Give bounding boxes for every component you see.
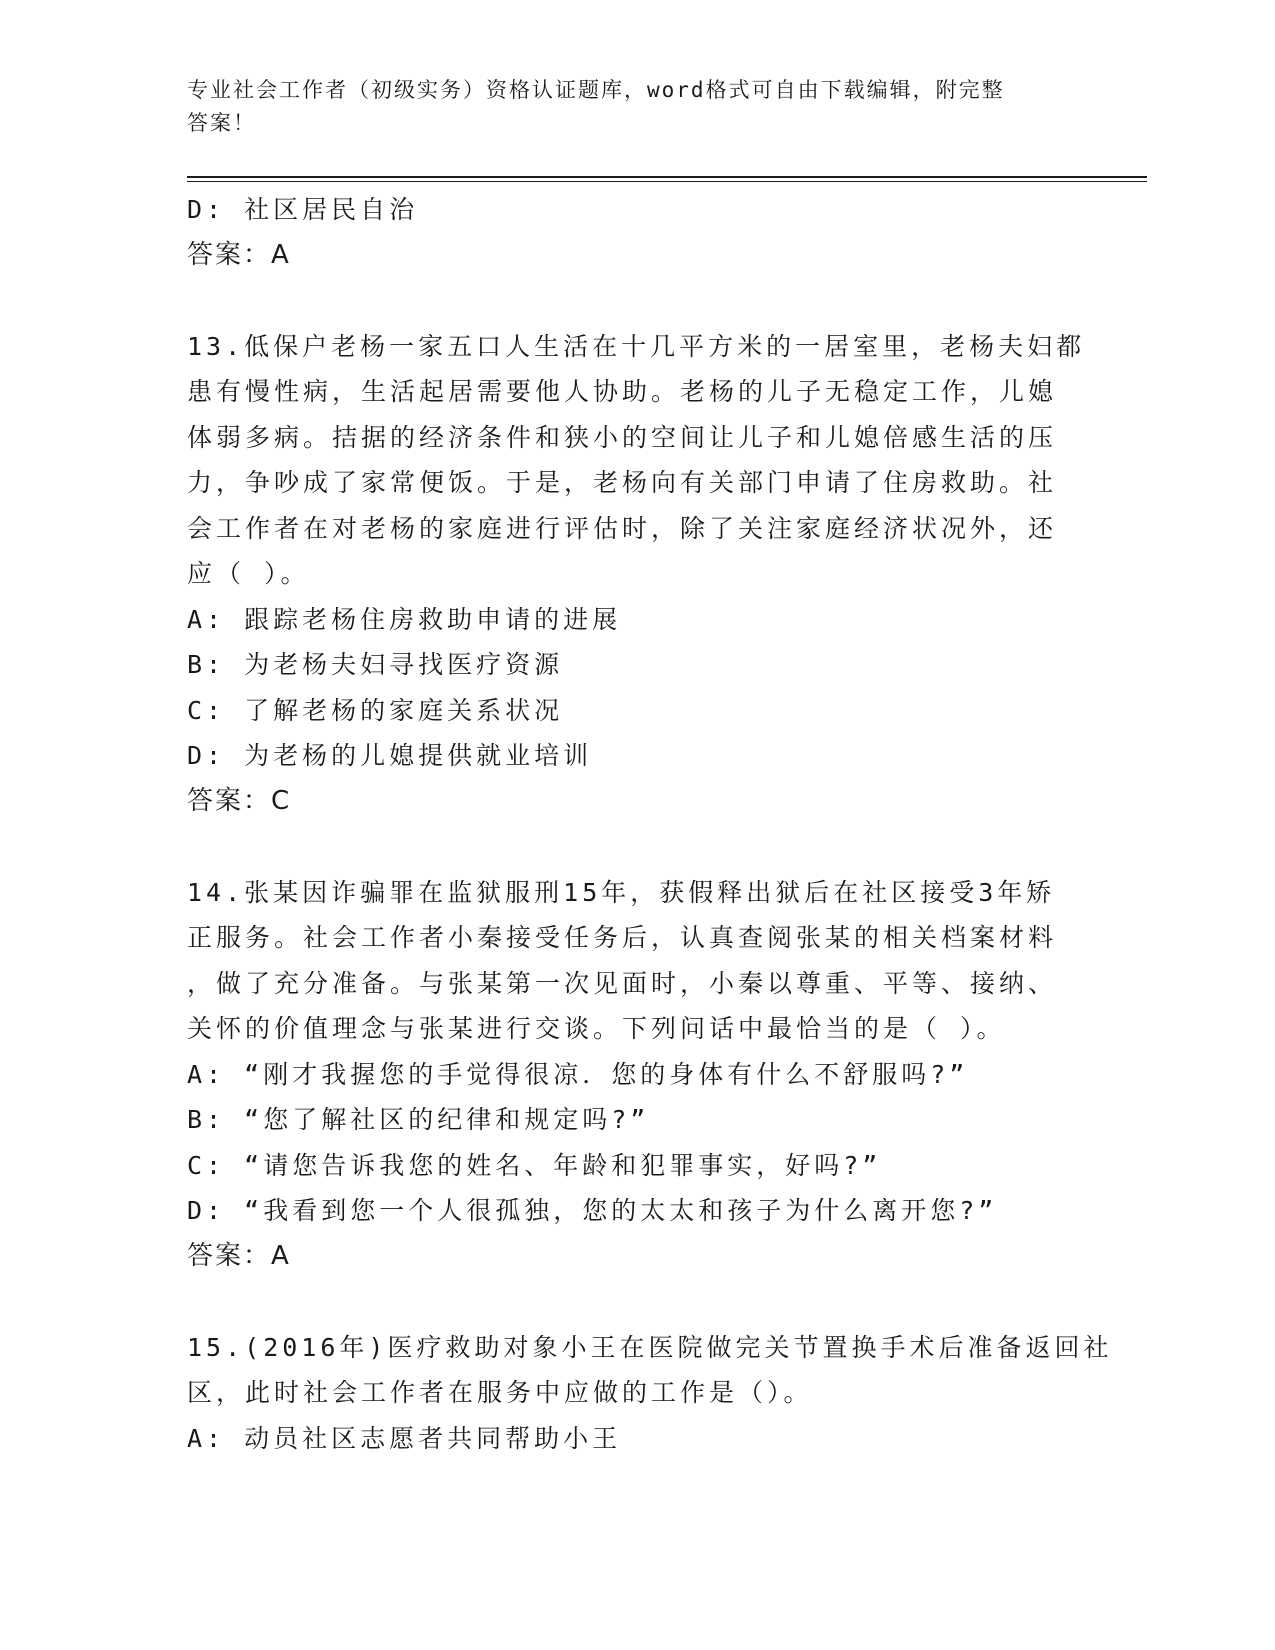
option-d: D: “我看到您一个人很孤独，您的太太和孩子为什么离开您?”: [187, 1196, 998, 1225]
option-d: D: 为老杨的儿媳提供就业培训: [187, 741, 593, 770]
question-stem-line: 15.(2016年)医疗救助对象小王在医院做完关节置换手术后准备返回社: [187, 1332, 1113, 1362]
question-stem-line: 体弱多病。拮据的经济条件和狭小的空间让儿子和儿媳倍感生活的压: [187, 422, 1058, 452]
answer-line: 答案：C: [187, 785, 292, 816]
question-stem-line: 13.低保户老杨一家五口人生活在十几平方米的一居室里，老杨夫妇都: [187, 331, 1086, 361]
header-line-2: 答案！: [187, 111, 256, 135]
question-content: [187, 187, 1113, 1461]
question-14: [187, 870, 1087, 1280]
question-stem-line: 患有慢性病，生活起居需要他人协助。老杨的儿子无稳定工作，儿媳: [187, 377, 1058, 406]
answer-line: 答案：A: [187, 1240, 291, 1271]
spacer: [187, 1279, 1087, 1325]
option-a: A: 跟踪老杨住房救助申请的进展: [187, 604, 622, 634]
header-line-1: 专业社会工作者（初级实务）资格认证题库，word格式可自由下载编辑，附完整: [187, 78, 1005, 102]
previous-question-tail: [187, 187, 1087, 278]
spacer: [187, 824, 1087, 870]
header-divider-thin: [187, 181, 1147, 182]
question-stem-line: 正服务。社会工作者小秦接受任务后，认真查阅张某的相关档案材料: [187, 923, 1058, 952]
question-15: [187, 1325, 1113, 1462]
option-b: B: 为老杨夫妇寻找医疗资源: [187, 650, 564, 679]
spacer: [187, 278, 1087, 324]
question-stem-line: 区，此时社会工作者在服务中应做的工作是（）。: [187, 1378, 813, 1407]
question-stem-line: ，做了充分准备。与张某第一次见面时，小秦以尊重、平等、接纳、: [187, 968, 1058, 998]
question-stem-line: 14.张某因诈骗罪在监狱服刑15年，获假释出狱后在社区接受3年矫: [187, 877, 1056, 907]
question-stem-line: 关怀的价值理念与张某进行交谈。下列问话中最恰当的是（ ）。: [187, 1014, 1006, 1043]
header-divider-thick: [187, 176, 1147, 178]
option-c: C: 了解老杨的家庭关系状况: [187, 695, 564, 725]
option-d: D: 社区居民自治: [187, 195, 419, 224]
question-stem-line: 应（ ）。: [187, 559, 310, 588]
question-13: [187, 324, 1087, 825]
answer-line: 答案：A: [187, 239, 291, 270]
question-stem-line: 力，争吵成了家常便饭。于是，老杨向有关部门申请了住房救助。社: [187, 468, 1058, 497]
question-stem-line: 会工作者在对老杨的家庭进行评估时，除了关注家庭经济状况外，还: [187, 513, 1058, 543]
option-c: C: “请您告诉我您的姓名、年龄和犯罪事实，好吗?”: [187, 1150, 882, 1180]
page-header: [187, 74, 1087, 140]
option-a: A: “刚才我握您的手觉得很凉．您的身体有什么不舒服吗?”: [187, 1059, 969, 1089]
option-a: A: 动员社区志愿者共同帮助小王: [187, 1423, 622, 1453]
option-b: B: “您了解社区的纪律和规定吗?”: [187, 1105, 650, 1134]
